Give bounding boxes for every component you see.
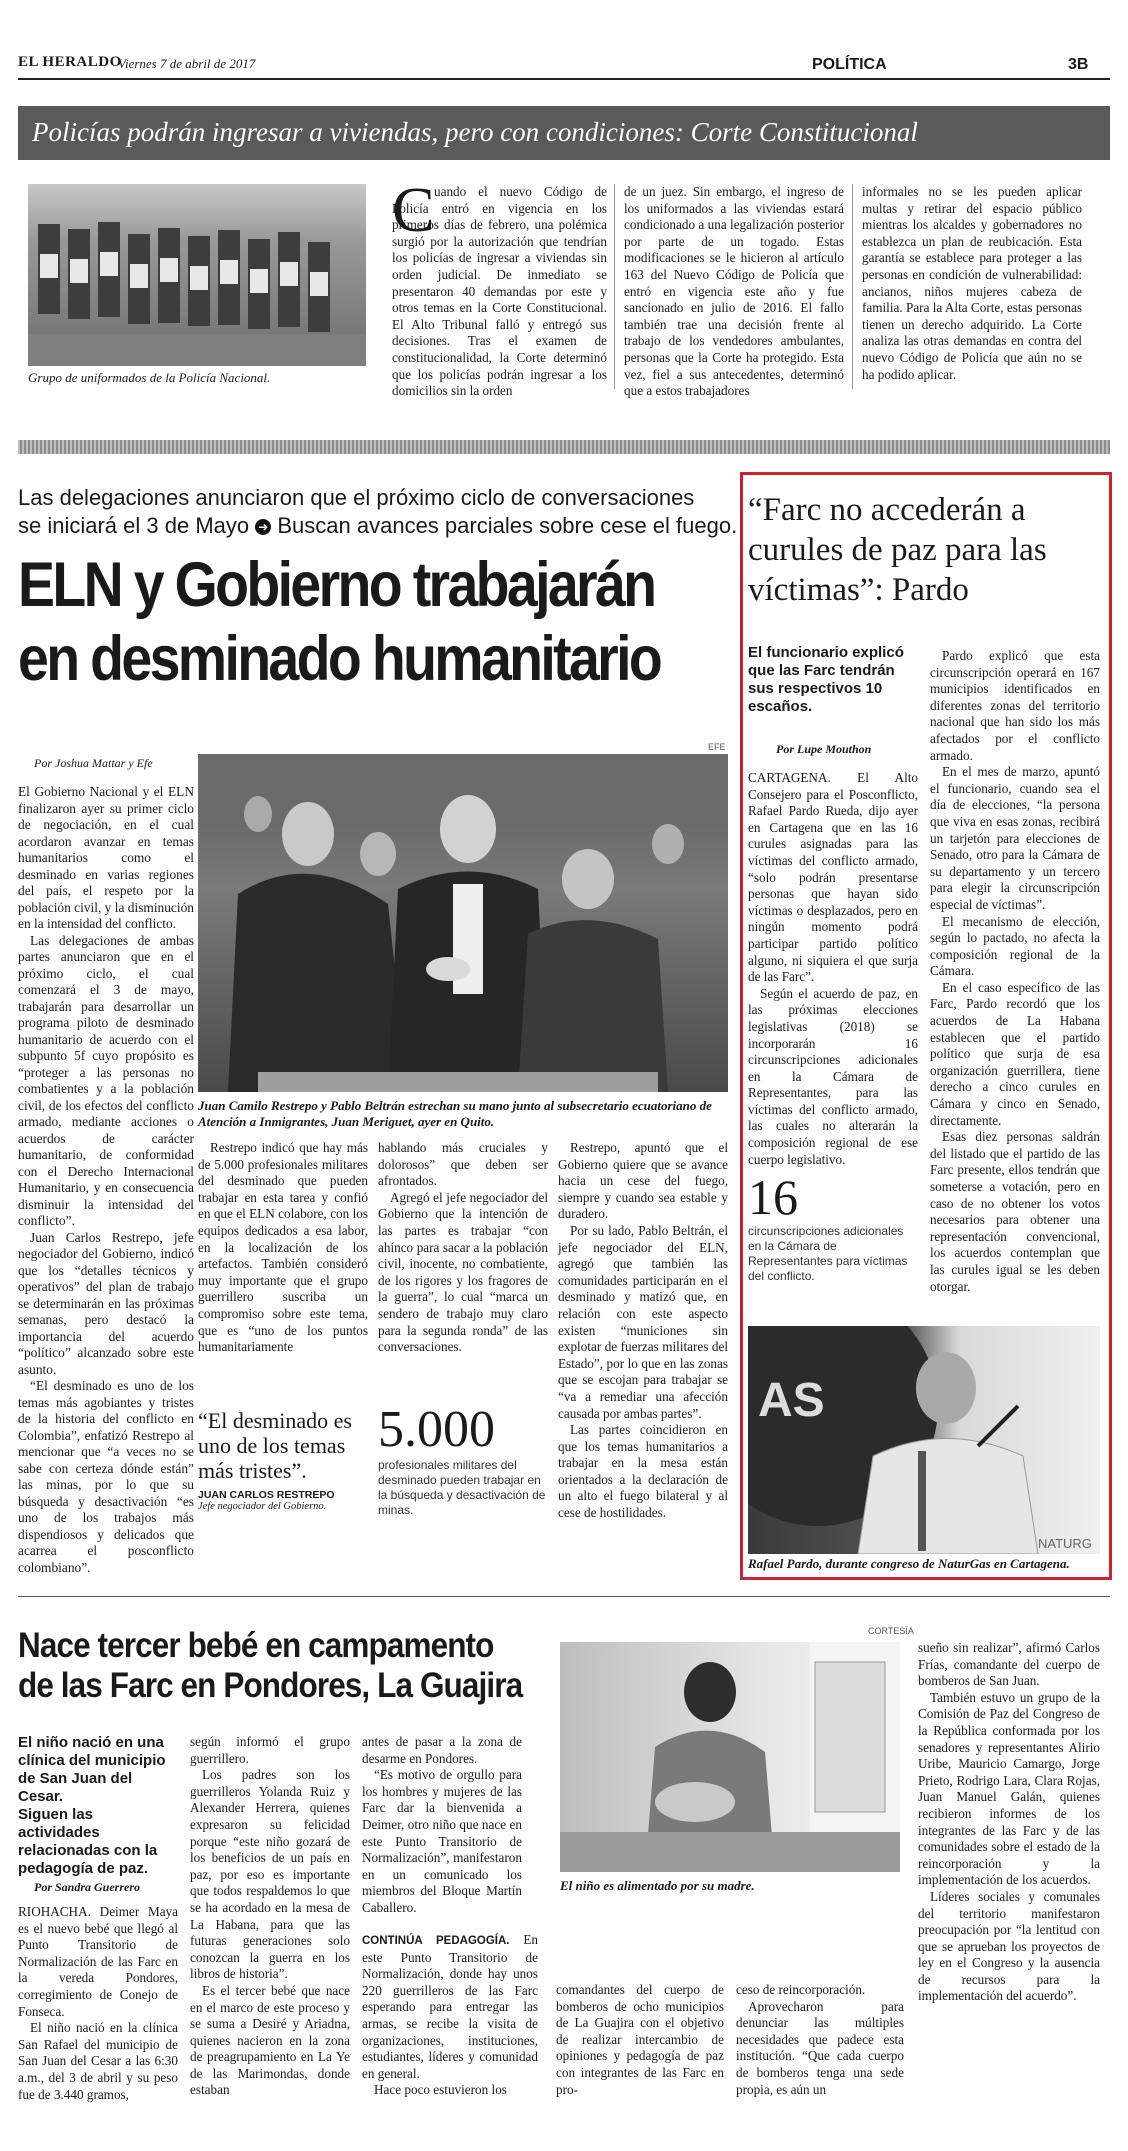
story4-headline: Nace tercer bebé en campamento de las Farc en Pondores, La Guajira bbox=[18, 1626, 523, 1705]
story2-col3: hablando más cruciales y dolorosos” que deben ser afrontados. Agregó el jefe negociador del Gobierno que la intención de las partes es trabajar “con ahínco para sacar a la población civil, inocente, no combatiente, de los rigores y los fragores de la guerra”, lo cual “marca un sendero de trabajo muy claro para la segunda ronda” de las conversaciones. bbox=[378, 1140, 548, 1355]
story1-col3: informales no se les pueden aplicar multas y retirar del espacio público mientras los alcaldes y gobernadores no establezca un plan de reubicación. Esta garantía se establece para proteger a las personas en condición de vulnerabilidad: ancianos, niños mujeres cabeza de familia. Para la Alta Corte, estas personas tienen un derecho adquirido. La Corte analiza las otras demandas en contra del nuevo Código de Policía que aún no se ha podido aplicar. bbox=[862, 184, 1082, 382]
story3-photo-caption: Rafael Pardo, durante congreso de NaturGas en Cartagena. bbox=[748, 1556, 1070, 1571]
story4-col3a: antes de pasar a la zona de desarme en Pondores. “Es motivo de orgullo para los hombres y mujeres de las Farc dar la bienvenida a Deimer, otro niño que nace en este Punto Transitorio de Normalización”, manifestaron en un comunicado los miembros del Bloque Martín Caballero. bbox=[362, 1734, 522, 1915]
story2-headline: ELN y Gobierno trabajarán en desminado humanitario bbox=[18, 550, 661, 694]
section-divider-stripe bbox=[18, 440, 1110, 454]
story2-bottom-rule bbox=[18, 1596, 1110, 1597]
story4-mother-photo bbox=[560, 1642, 900, 1872]
story1-col2: de un juez. Sin embargo, el ingreso de los uniformados a las viviendas estará condicionado a una legalización posterior por parte de un togado. Estas modificaciones se le hicieron al artículo 163 del Nuevo Código de Policía que entró en vigencia este año y fue sancionado en julio de 2016. El fallo también trae una decisión frente al trabajo de los vendedores ambulantes, personas que la Corte ha protegido. Esta vez, fiel a sus antecedentes, determinó que a estos trabajadores bbox=[624, 184, 844, 399]
page-number: 3B bbox=[1068, 56, 1089, 73]
story4-byline: Por Sandra Guerrero bbox=[34, 1880, 141, 1894]
story3-byline: Por Lupe Mouthon bbox=[776, 742, 872, 756]
story4-photo-caption: El niño es alimentado por su madre. bbox=[560, 1878, 755, 1893]
masthead-paper: EL HERALDO bbox=[18, 54, 122, 70]
story3-col2: Pardo explicó que esta circunscripción operará en 167 municipios identificados en diferentes zonas del territorio nacional que han sido los más afectados por el conflicto armado. En el mes de marzo, apuntó el funcionario, cuando sea el día de elecciones, “la persona que viva en esas zonas, recibirá un tarjetón para elecciones de Senado, otro para la Cámara de su departamento y un tercero para elegir la circunscripción especial de víctimas”. El mecanismo de elección, según lo pactado, no afecta la composición regional de la Cámara. En el caso específico de las Farc, Pardo recordó que los acuerdos de La Habana establecen que el partido político que surja de esa organización guerrillera, tiene derecho a cinco curules en Cámara y cinco en Senado, directamente. Esas diez personas saldrán del listado que el partido de las Farc presente, ellos tendrán que someterse a votación, pero en caso de no obtener los votos necesarios para obtener una representación convencional, los acuerdos contemplan que las curules igual se les deben otorgar. bbox=[930, 648, 1100, 1294]
story4-subhead: CONTINÚA PEDAGOGÍA. bbox=[362, 1935, 510, 1947]
story2-byline: Por Joshua Mattar y Efe bbox=[34, 756, 153, 770]
story3-stat: 16 circunscripciones adicionales en la Cámara de Representantes para víctimas del conflicto. bbox=[748, 1169, 908, 1283]
story1-title: Policías podrán ingresar a viviendas, pero con condiciones: Corte Constitucional bbox=[32, 117, 918, 147]
story4-col4b: comandantes del cuerpo de bomberos de ocho municipios de La Guajira con el objetivo de realizar intercambio de opiniones y pedagogía de paz con integrantes de las Farc en pro- bbox=[556, 1982, 724, 2097]
story3-col1: CARTAGENA. El Alto Consejero para el Posconflicto, Rafael Pardo Rueda, dijo ayer en Cartagena que en las 16 curules asignadas para las víctimas del conflicto armado, “solo podrán presentarse personas que hayan sido víctimas o desplazados, pero en ningún momento podrá participar partido político alguno, ni siquiera el que surja de las Farc”. Según el acuerdo de paz, en las próximas elecciones legislativas (2018) se incorporarán 16 circunscripciones adicionales en la Cámara de Representantes, para las víctimas del conflicto armado, las cuales no alterarán la composición regional de ese cuerpo legislativo. bbox=[748, 770, 918, 1167]
story2-handshake-photo bbox=[198, 754, 728, 1092]
story1-police-photo bbox=[28, 184, 366, 366]
story2-kicker: Las delegaciones anunciaron que el próximo ciclo de conversaciones se iniciará el 3 de Mayo ➜ Buscan avances parciales sobre cese el fuego. bbox=[18, 485, 738, 538]
story4-col1: RIOHACHA. Deimer Maya es el nuevo bebé que llegó al Punto Transitorio de Normalización de las Farc en la vereda Pondores, corregimiento de Conejo de Fonseca. El niño nació en la clínica San Rafael del municipio de San Juan del Cesar a las 6:30 a.m., del 3 de abril y su peso fue de 3.440 gramos, bbox=[18, 1904, 178, 2102]
story4-deck1: El niño nació en una clínica del municipio de San Juan del Cesar. bbox=[18, 1734, 166, 1805]
story2-col2: Restrepo indicó que hay más de 5.000 profesionales militares del desminado que pueden trabajar en esta tarea y confió en que el ELN colabore, con los equipos dedicados a esa labor, en la localización de los artefactos. También consideró muy importante que el grupo guerrillero suscriba un compromiso sobre este tema, que es “uno de los puntos humanitariamente bbox=[198, 1140, 368, 1355]
header-rule bbox=[18, 78, 1110, 80]
story1-col1: uando el nuevo Código de Policía entró en vigencia en los primeros días de febrero, una polémica surgió por la autorización que tendrían los policías de ingresar a viviendas sin orden judicial. De inmediato se presentaron 40 demandas por este y otros temas en la Corte Constitucional. El Alto Tribunal falló y entregó sus decisiones. Tras el examen de constitucionalidad, la Corte determinó que los policías podrán ingresar a los domicilios sin la orden bbox=[392, 184, 607, 399]
story2-left-col: El Gobierno Nacional y el ELN finalizaron ayer su primer ciclo de negociación, en el cual acordaron avanzar en temas humanitarios como el desminado en varias regiones del país, el respeto por la población civil, y la disminución en la intensidad del conflicto. Las delegaciones de ambas partes anunciaron que en el próximo ciclo, el cual comenzará el 3 de mayo, trabajarán para desarrollar un programa piloto de desminado humanitario de acuerdo con el subpunto 5f cuyo propósito es “proteger a las personas no combatientes y a la población civil, de los efectos del conflicto armado, mediante acciones o acuerdos de carácter humanitario, de conformidad con el Derecho Internacional Humanitario, y en consecuencia disminuir la intensidad del conflicto”. Juan Carlos Restrepo, jefe negociador del Gobierno, indicó que los “detalles técnicos y operativos” del plan de trabajo se determinarán en las próximas semanas, pero destacó la importancia del acuerdo “político” alcanzado sobre este asunto. “El desminado es uno de los temas más agobiantes y tristes de la historia del conflicto en Colombia”, enfatizó Restrepo al mencionar que “a veces no se sabe con certeza dónde están” las minas, por lo que su búsqueda y desactivación “es uno de los trabajos más dispendiosos y delicados que acarrea el posconflicto colombiano”. bbox=[18, 784, 194, 1575]
story1-col-divider-2 bbox=[852, 184, 853, 389]
story2-pull-quote: “El desminado es uno de los temas más tristes”. JUAN CARLOS RESTREPO Jefe negociador del Gobierno. bbox=[198, 1408, 352, 1512]
story4-credit: CORTESÍA bbox=[868, 1626, 914, 1636]
story1-photo-caption: Grupo de uniformados de la Policía Nacional. bbox=[28, 370, 271, 385]
mother-photo-figures bbox=[560, 1642, 900, 1872]
police-photo-figures bbox=[28, 184, 366, 366]
story2-photo-caption: Juan Camilo Restrepo y Pablo Beltrán estrechan su mano junto al subsecretario ecuatoriano de Atención a Inmigrantes, Juan Meriguet, ayer en Quito. bbox=[198, 1098, 712, 1129]
photo-logo-text: NATURG bbox=[1038, 1536, 1092, 1551]
handshake-photo-figures bbox=[198, 754, 728, 1092]
story1-col-divider-1 bbox=[614, 184, 615, 389]
arrow-circle-icon: ➜ bbox=[255, 519, 271, 535]
masthead-date: Viernes 7 de abril de 2017 bbox=[118, 56, 256, 71]
story4-col2: según informó el grupo guerrillero. Los padres son los guerrilleros Yolanda Ruiz y Alexander Herrera, quienes expresaron su felicidad porque “este niño gozará de los beneficios de un país en paz, por eso es importante que todos respaldemos lo que se ha acordado en la mesa de La Habana, para que las futuras generaciones solo conozcan la guerra en los libros de historia”. Es el tercer bebé que nace en el marco de este proceso y se suma a Desiré y Ariadna, quienes nacieron en la zona de preagrupamiento en La Ye de las Marimondas, donde estaban bbox=[190, 1734, 350, 2098]
story2-stat: 5.000 profesionales militares del desminado pueden trabajar en la búsqueda y desactivación de minas. bbox=[378, 1401, 546, 1517]
story3-deck: El funcionario explicó que las Farc tendrán sus respectivos 10 escaños. bbox=[748, 644, 904, 715]
story4-col5b: ceso de reincorporación. Aprovecharon para denunciar las múltiples necesidades que padece esta institución. “Que cada cuerpo de bomberos tenga una sede propia, es aún un bbox=[736, 1982, 904, 2097]
story3-headline: “Farc no accederán a curules de paz para las víctimas”: Pardo bbox=[748, 492, 1047, 608]
story4-col3b: CONTINÚA PEDAGOGÍA. En este Punto Transitorio de Normalización, donde hay unos 220 guerrilleros de las Farc esperando para entregar las armas, se recibe la visita de organizaciones, instituciones, estudiantes, líderes y comunidad en general. Hace poco estuvieron los bbox=[362, 1932, 538, 2098]
section-name: POLÍTICA bbox=[812, 56, 887, 73]
story1-dropcap: C bbox=[392, 174, 435, 245]
story2-photo-credit: EFE bbox=[708, 742, 726, 752]
story4-deck2: Siguen las actividades relacionadas con la pedagogía de paz. bbox=[18, 1806, 158, 1877]
story4-col6: sueño sin realizar”, afirmó Carlos Frías, comandante del cuerpo de bomberos de San Juan. También estuvo un grupo de la Comisión de Paz del Congreso de la República conformada por los senadores y representantes Alirio Uribe, Mauricio Camargo, Jorge Prieto, Rodrigo Lara, Clara Rojas, Juan Manuel Galán, quienes recibieron informes de los integrantes de las Farc y de las comunidades sobre el estado de la reincorporación y la implementación de los acuerdos. Líderes sociales y comunales del territorio manifestaron preocupación por “la lentitud con que se aprueban los proyectos de ley en el Congreso y la ausencia de recursos para la implementación del acuerdo”. bbox=[918, 1640, 1100, 2004]
pardo-photo-figures bbox=[748, 1326, 1100, 1554]
story2-col4: Restrepo, apuntó que el Gobierno quiere que se avance hacia un cese del fuego, siempre y cuando sea estable y duradero. Por su lado, Pablo Beltrán, el jefe negociador del ELN, agregó que también las comunidades participarán en el desminado y matizó que, en relación con este aspecto existen “municiones sin explotar de fuerzas militares del Estado”, por lo que en las zonas que se escojan para trabajar se “va a remediar una afección causada por ambas partes”. Las partes coincidieron en que los temas humanitarios a trabajar en la mesa están orientados a la declaración de un alto el fuego bilateral y al cese de hostilidades. bbox=[558, 1140, 728, 1521]
photo-sign-text: AS bbox=[758, 1374, 825, 1427]
story3-pardo-photo bbox=[748, 1326, 1100, 1554]
